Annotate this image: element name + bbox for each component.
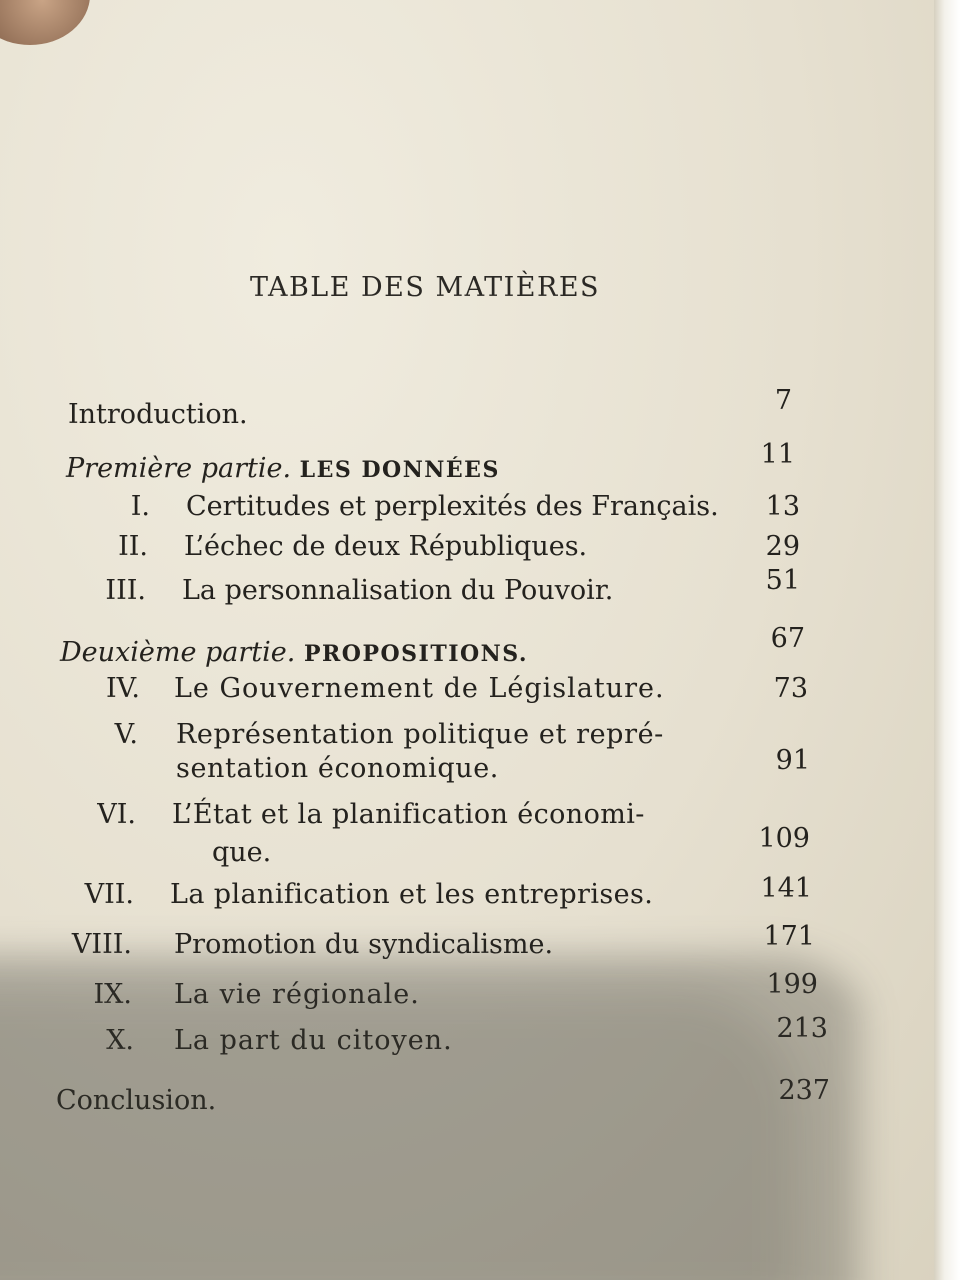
entry-page: 29	[765, 531, 800, 562]
entry-label: Représentation politique et repré-	[176, 719, 664, 750]
entry-label: Le Gouvernement de Législature.	[174, 673, 665, 704]
chapter-numeral: X.	[106, 1025, 134, 1056]
part-name: LES DONNÉES	[299, 457, 500, 483]
chapter-numeral: VIII.	[71, 929, 132, 960]
entry-label: Certitudes et perplexités des Français.	[186, 491, 719, 522]
part-label: Deuxième partie.	[60, 637, 296, 668]
entry-label: La planification et les entreprises.	[170, 879, 654, 910]
hand-shadow	[0, 955, 860, 1280]
entry-page: 141	[760, 873, 812, 904]
entry-label: Introduction.	[68, 399, 248, 430]
chapter-numeral: IX.	[93, 979, 132, 1010]
entry-label: Conclusion.	[56, 1085, 217, 1116]
chapter-numeral: I.	[130, 491, 150, 522]
part-label: Première partie.	[66, 453, 292, 484]
entry-page: 109	[758, 823, 810, 854]
entry-label: La part du citoyen.	[174, 1025, 453, 1056]
entry-label-continued: sentation économique.	[176, 753, 499, 784]
entry-label: La personnalisation du Pouvoir.	[182, 575, 614, 606]
entry-label: La vie régionale.	[174, 979, 420, 1010]
chapter-numeral: V.	[114, 719, 138, 750]
entry-page: 237	[778, 1075, 830, 1106]
entry-page: 67	[770, 623, 805, 654]
entry-label-continued: que.	[212, 837, 272, 868]
entry-page: 171	[763, 921, 815, 952]
entry-page: 91	[775, 745, 810, 776]
entry-page: 7	[774, 385, 792, 416]
entry-page: 11	[760, 439, 795, 470]
chapter-numeral: II.	[118, 531, 148, 562]
entry-page: 199	[766, 969, 818, 1000]
entry-label: L’État et la planification économi-	[172, 799, 645, 830]
entry-page: 51	[765, 565, 800, 596]
entry-page: 13	[765, 491, 800, 522]
chapter-numeral: IV.	[105, 673, 140, 704]
chapter-numeral: VII.	[84, 879, 134, 910]
page-edge	[934, 0, 960, 1280]
part-name: PROPOSITIONS.	[303, 641, 529, 667]
chapter-numeral: III.	[105, 575, 146, 606]
chapter-numeral: VI.	[97, 799, 136, 830]
page-title: TABLE DES MATIÈRES	[249, 272, 601, 303]
entry-label: Promotion du syndicalisme.	[174, 929, 554, 960]
entry-label: L’échec de deux Républiques.	[184, 531, 588, 562]
entry-page: 73	[773, 673, 808, 704]
entry-page: 213	[776, 1013, 828, 1044]
